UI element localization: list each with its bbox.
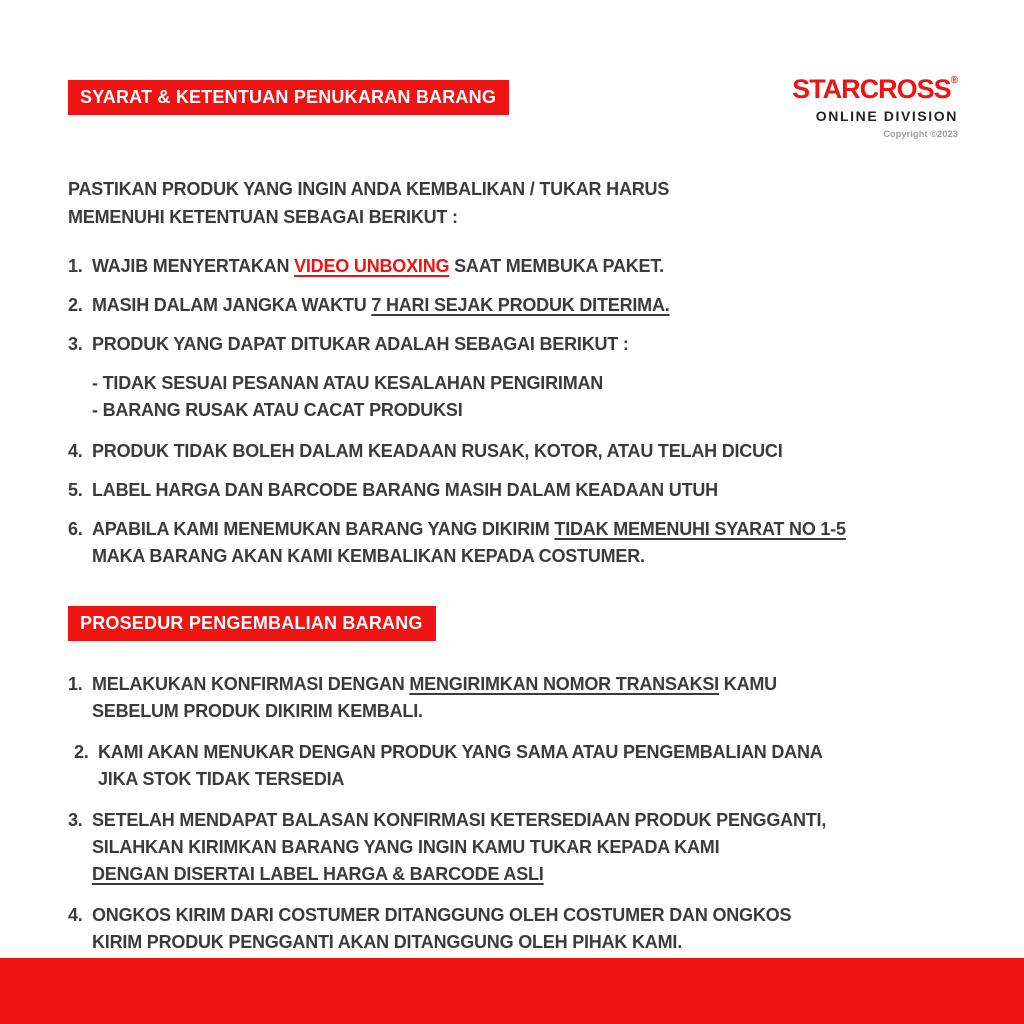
item-highlight: 7 HARI SEJAK PRODUK DITERIMA. [371,295,670,315]
list-item [68,331,976,426]
brand-name: STARCROSS [792,74,951,104]
item-line: KIRIM PRODUK PENGGANTI AKAN DITANGGUNG OLEH PIHAK KAMI. [92,932,682,952]
copyright-text: Copyright ©2023 [883,129,958,139]
sub-item: - TIDAK SESUAI PESANAN ATAU KESALAHAN PENGIRIMAN [92,373,604,393]
list-item [68,807,976,888]
list-item [68,739,976,793]
item-line: KAMI AKAN MENUKAR DENGAN PRODUK YANG SAMA ATAU PENGEMBALIAN DANA [98,742,823,762]
intro-paragraph [68,175,976,231]
item-highlight: MENGIRIMKAN NOMOR TRANSAKSI [409,674,719,694]
item-line: LABEL HARGA DAN BARCODE BARANG MASIH DALAM KEADAAN UTUH [92,480,718,500]
item-text: PRODUK YANG DAPAT DITUKAR ADALAH SEBAGAI BERIKUT : [92,334,629,354]
item-number: 1. [68,256,83,276]
intro-line-2: MEMENUHI KETENTUAN SEBAGAI BERIKUT : [68,207,458,227]
item-highlight: VIDEO UNBOXING [294,256,450,276]
terms-list [68,253,976,570]
list-item [68,902,976,956]
item-line: PRODUK TIDAK BOLEH DALAM KEADAAN RUSAK, KOTOR, ATAU TELAH DICUCI [92,441,783,461]
sub-list [92,370,976,424]
item-line: MAKA BARANG AKAN KAMI KEMBALIKAN KEPADA COSTUMER. [92,546,645,566]
brand-wordmark [792,76,958,103]
item-highlight-line: DENGAN DISERTAI LABEL HARGA & BARCODE ASLI [92,864,544,884]
item-text: APABILA KAMI MENEMUKAN BARANG YANG DIKIRIM [92,519,555,539]
item-text: SAAT MEMBUKA PAKET. [449,256,664,276]
item-number: 6. [68,519,83,539]
item-number: 1. [68,674,83,694]
footer-bar [0,958,1024,1024]
content-area [68,74,976,970]
list-item [68,671,976,725]
item-text: KAMU [718,674,777,694]
item-line: ONGKOS KIRIM DARI COSTUMER DITANGGUNG OLEH COSTUMER DAN ONGKOS [92,905,792,925]
item-highlight: TIDAK MEMENUHI SYARAT NO 1-5 [554,519,846,539]
list-item [68,516,976,570]
brand-logo [792,76,976,139]
list-item [68,253,976,280]
item-text: WAJIB MENYERTAKAN [92,256,295,276]
item-number: 4. [68,441,83,461]
section-title-badge-terms: SYARAT & KETENTUAN PENUKARAN BARANG [68,80,509,115]
item-text: MASIH DALAM JANGKA WAKTU [92,295,372,315]
item-number: 2. [68,295,83,315]
item-number: 5. [68,480,83,500]
item-number: 3. [68,334,83,354]
item-line: SEBELUM PRODUK DIKIRIM KEMBALI. [92,701,423,721]
item-number: 4. [68,905,83,925]
brand-division: ONLINE DIVISION [815,108,958,124]
item-text: MELAKUKAN KONFIRMASI DENGAN [92,674,410,694]
list-item [68,477,976,504]
item-number: 3. [68,810,83,830]
item-line [92,253,976,280]
intro-line-1: PASTIKAN PRODUK YANG INGIN ANDA KEMBALIKAN / TUKAR HARUS [68,179,670,199]
item-line [92,292,976,319]
item-line [92,671,976,698]
item-line [92,331,976,358]
registered-mark: ® [950,75,958,86]
item-line: SILAHKAN KIRIMKAN BARANG YANG INGIN KAMU TUKAR KEPADA KAMI [92,837,720,857]
list-item [68,438,976,465]
procedure-list [68,671,976,956]
item-number: 2. [74,742,89,762]
header-row [68,74,976,139]
item-line: JIKA STOK TIDAK TERSEDIA [98,769,345,789]
item-line: SETELAH MENDAPAT BALASAN KONFIRMASI KETERSEDIAAN PRODUK PENGGANTI, [92,810,827,830]
sub-item: - BARANG RUSAK ATAU CACAT PRODUKSI [92,400,463,420]
list-item [68,292,976,319]
item-line [92,516,976,543]
section-title-badge-procedure: PROSEDUR PENGEMBALIAN BARANG [68,606,436,641]
